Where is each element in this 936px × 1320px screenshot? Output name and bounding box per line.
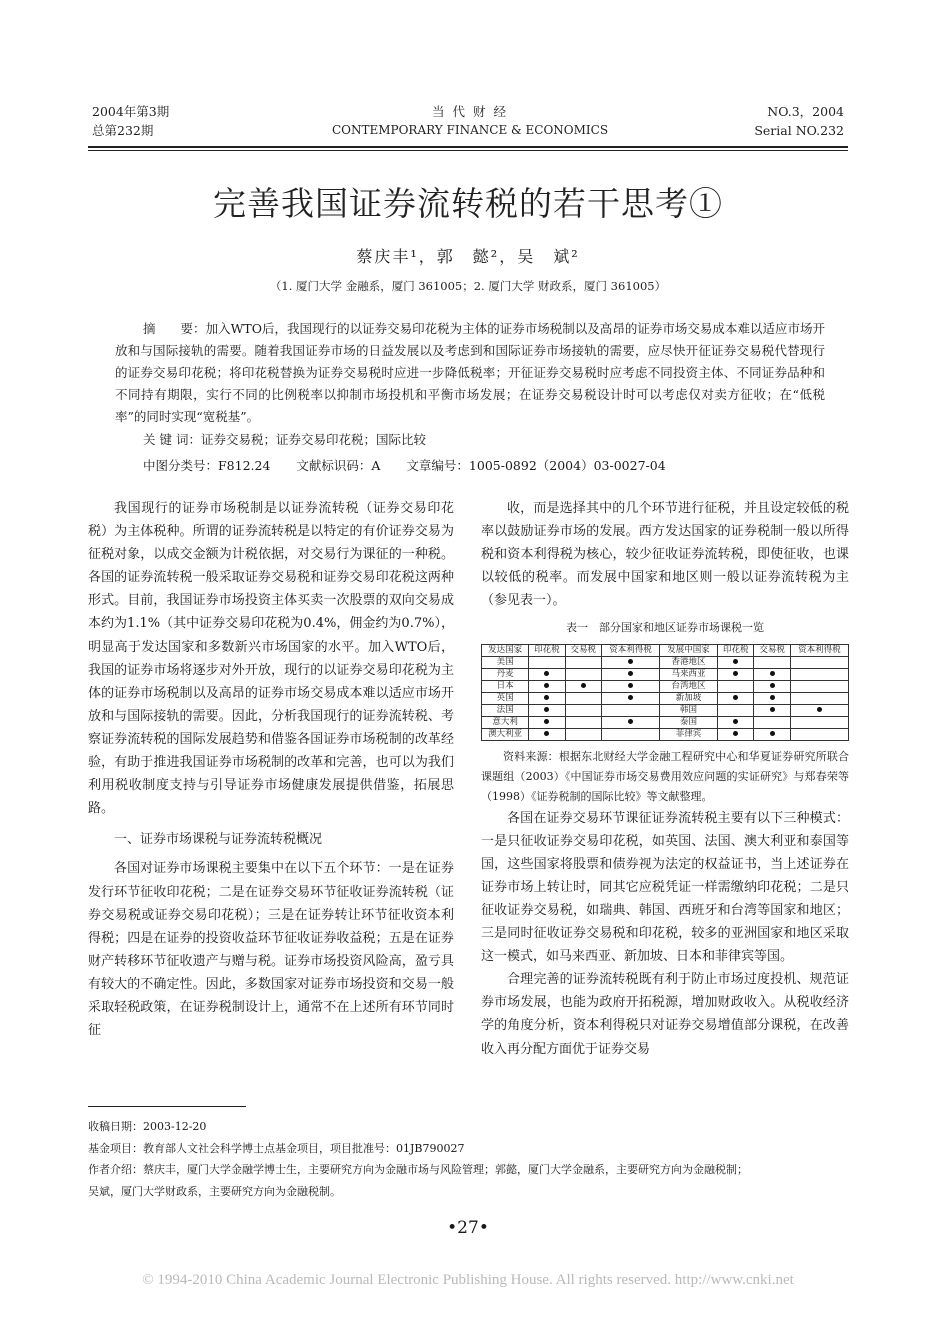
body-right-column xyxy=(481,497,849,1061)
table-cell-mark xyxy=(565,692,601,704)
table-body xyxy=(482,656,849,740)
table-header-cell: 交易税 xyxy=(565,644,601,656)
table-cell-mark xyxy=(718,656,754,668)
header-number-line1: NO.3，2004 xyxy=(767,104,844,119)
header-rule xyxy=(88,146,848,148)
bullet-mark-icon xyxy=(544,695,549,700)
header-rule-thin xyxy=(88,150,848,151)
table-header-cell: 发展中国家 xyxy=(660,644,718,656)
table-header-cell: 印花税 xyxy=(529,644,565,656)
table-row xyxy=(482,668,849,680)
table-cell-mark xyxy=(529,704,565,716)
doc-code: 文献标识码：A xyxy=(296,458,381,473)
bullet-mark-icon xyxy=(770,671,775,676)
section-heading: 一、证券市场课税与证券流转税概况 xyxy=(114,832,323,848)
table-cell-country: 香港地区 xyxy=(660,656,718,668)
table-cell-mark xyxy=(529,680,565,692)
header-journal xyxy=(300,102,640,140)
table-cell-mark xyxy=(790,728,848,740)
bullet-mark-icon xyxy=(628,695,633,700)
table-cell-mark xyxy=(790,668,848,680)
abstract xyxy=(115,318,825,428)
clc-number: 中图分类号：F812.24 xyxy=(143,458,271,473)
table-cell-mark xyxy=(529,656,565,668)
keywords: 关 键 词：证券交易税；证券交易印花税；国际比较 xyxy=(143,432,426,447)
table-cell-mark xyxy=(718,668,754,680)
table-header-row xyxy=(482,644,849,656)
footnotes xyxy=(88,1116,848,1202)
bullet-mark-icon xyxy=(544,683,549,688)
table-source-note: 资料来源：根据东北财经大学金融工程研究中心和华夏证券研究所联合课题组（2003）《中国证券市场交易费用效应问题的实证研究》与郑春荣等（1998）《证券税制的国际比较》等文献整理。 xyxy=(481,749,849,803)
bullet-mark-icon xyxy=(628,659,633,664)
bullet-mark-icon xyxy=(770,695,775,700)
table-row xyxy=(482,728,849,740)
body-left-column xyxy=(88,497,454,1042)
table-row xyxy=(482,692,849,704)
bullet-mark-icon xyxy=(544,671,549,676)
table-cell-country: 韩国 xyxy=(660,704,718,716)
header-number-line2: Serial NO.232 xyxy=(754,123,844,138)
classification xyxy=(143,456,688,474)
table-cell-mark xyxy=(718,704,754,716)
table-cell-mark xyxy=(565,728,601,740)
bullet-mark-icon xyxy=(733,719,738,724)
table-cell-mark xyxy=(565,656,601,668)
bullet-mark-icon xyxy=(581,683,586,688)
body-paragraph: 我国现行的证券市场税制是以证券流转税（证券交易印花税）为主体税种。所谓的证券流转税是以特定的有价证券交易为征税对象，以成交金额为计税依据，对交易行为课征的一种税。各国的证券流转税一般采取证券交易税和证券交易印花税这两种形式。目前，我国证券市场投资主体买卖一次股票的双向交易成本约为1.1%（其中证券交易印花税为0.4%，佣金约为0.7%），明显高于发达国家和多数新兴市场国家的水平。加入WTO后，我国的证券市场将逐步对外开放，现行的以证券交易印花税为主体的证券市场税制以及高昂的证券市场交易成本难以适应市场开放和与国际接轨的需要。因此，分析我国现行的证券流转税、考察证券流转税的国际发展趋势和借鉴各国证券市场税制的改革经验，有助于推进我国证券市场税制的改革和完善，也可以为我们利用税收制度支持与引导证券市场健康发展提供借鉴，拓展思路。 xyxy=(88,501,454,817)
table-header-cell: 交易税 xyxy=(754,644,790,656)
table-cell-mark xyxy=(601,728,659,740)
table-cell-country: 泰国 xyxy=(660,716,718,728)
article-number: 文章编号：1005-0892（2004）03-0027-04 xyxy=(406,458,666,473)
table-cell-mark xyxy=(529,716,565,728)
header-issue-line1: 2004年第3期 xyxy=(92,104,170,119)
table-cell-mark xyxy=(718,728,754,740)
header-number xyxy=(754,102,844,140)
table-cell-country: 丹麦 xyxy=(482,668,529,680)
table-cell-mark xyxy=(565,680,601,692)
table-cell-mark xyxy=(754,728,790,740)
table-cell-mark xyxy=(601,668,659,680)
footnote-authors: 作者介绍：蔡庆丰，厦门大学金融学博士生，主要研究方向为金融市场与风险管理；郭懿，厦门大学金融系，主要研究方向为金融税制； xyxy=(88,1163,748,1176)
table-cell-mark xyxy=(754,704,790,716)
table-header-cell: 印花税 xyxy=(718,644,754,656)
table-cell-mark xyxy=(565,668,601,680)
copyright-watermark: © 1994-2010 China Academic Journal Electronic Publishing House. All rights reserved. http://www.cnki.net xyxy=(142,1272,794,1288)
body-paragraph: 各国在证券交易环节课征证券流转税主要有以下三种模式：一是只征收证券交易印花税，如英国、法国、澳大利亚和泰国等国，这些国家将股票和债券视为法定的权益证书，当上述证券在证券市场上转让时，同其它应税凭证一样需缴纳印花税；二是只征收证券交易税，如瑞典、韩国、西班牙和台湾等国家和地区；三是同时征收证券交易税和印花税，较多的亚洲国家和地区采取这一模式，如马来西亚、新加坡、日本和菲律宾等国。 xyxy=(481,810,849,965)
article-affiliation: （1. 厦门大学 金融系，厦门 361005；2. 厦门大学 财政系，厦门 361005） xyxy=(269,279,667,293)
table-cell-mark xyxy=(754,716,790,728)
table-cell-country: 法国 xyxy=(482,704,529,716)
footnote-authors-cont: 吴斌，厦门大学财政系，主要研究方向为金融税制。 xyxy=(88,1184,341,1198)
body-paragraph: 各国对证券市场课税主要集中在以下五个环节：一是在证券发行环节征收印花税；二是在证券交易环节征收证券流转税（证券交易税或证券交易印花税）；三是在证券转让环节征收资本利得税；四是在证券的投资收益环节征收证券收益税；五是在证券财产转移环节征收遗产与赠与税。证券市场投资风险高，盈亏具有较大的不确定性。因此，多数国家对证券市场投资和交易一般采取轻税政策，在证券税制设计上，通常不在上述所有环节同时征 xyxy=(88,861,454,1039)
header-issue xyxy=(92,102,169,140)
header-issue-line2: 总第232期 xyxy=(92,123,154,138)
table-row xyxy=(482,716,849,728)
table-header-cell: 资本利得税 xyxy=(601,644,659,656)
table-cell-mark xyxy=(718,692,754,704)
body-paragraph: 收，而是选择其中的几个环节进行征税，并且设定较低的税率以鼓励证券市场的发展。西方发达国家的证券税制一般以所得税和资本利得税为核心，较少征收证券流转税，即使征收，也课以较低的税率。而发展中国家和地区则一般以证券流转税为主（参见表一）。 xyxy=(481,501,849,609)
table-cell-mark xyxy=(601,656,659,668)
bullet-mark-icon xyxy=(733,731,738,736)
bullet-mark-icon xyxy=(628,671,633,676)
table-cell-mark xyxy=(529,728,565,740)
table-cell-country: 台湾地区 xyxy=(660,680,718,692)
table-cell-mark xyxy=(529,692,565,704)
table-row xyxy=(482,704,849,716)
table-cell-mark xyxy=(565,704,601,716)
table-cell-country: 菲律宾 xyxy=(660,728,718,740)
bullet-mark-icon xyxy=(770,707,775,712)
table-cell-mark xyxy=(718,716,754,728)
table-cell-mark xyxy=(601,692,659,704)
footnote-rule xyxy=(88,1106,246,1107)
footnote-received: 收稿日期：2003-12-20 xyxy=(88,1120,207,1133)
table-cell-mark xyxy=(790,716,848,728)
table-cell-mark xyxy=(601,680,659,692)
bullet-mark-icon xyxy=(733,695,738,700)
table-cell-country: 美国 xyxy=(482,656,529,668)
bullet-mark-icon xyxy=(544,707,549,712)
table-title: 表一 部分国家和地区证券市场课税一览 xyxy=(566,621,764,635)
table-header-cell: 发达国家 xyxy=(482,644,529,656)
table-row xyxy=(482,680,849,692)
bullet-mark-icon xyxy=(628,683,633,688)
table-row xyxy=(482,656,849,668)
footnote-fund: 基金项目：教育部人文社会科学博士点基金项目，项目批准号：01JB790027 xyxy=(88,1141,465,1155)
abstract-label: 摘 要： xyxy=(143,321,206,336)
bullet-mark-icon xyxy=(544,719,549,724)
table-cell-mark xyxy=(790,680,848,692)
table-cell-mark xyxy=(718,680,754,692)
table-cell-country: 英国 xyxy=(482,692,529,704)
abstract-text: 加入WTO后，我国现行的以证券交易印花税为主体的证券市场税制以及高昂的证券市场交易成本难以适应市场开放和与国际接轨的需要。随着我国证券市场的日益发展以及考虑到和国际证券市场接轨的需要，应尽快开征证券交易税代替现行的证券交易印花税；将印花税替换为证券交易税时应进一步降低税率；开征证券交易税时应考虑不同投资主体、不同证券品种和不同持有期限，实行不同的比例税率以抑制市场投机和平衡市场发展；在证券交易税设计时可以考虑仅对卖方征收；在“低税率”的同时实现“宽税基”。 xyxy=(115,321,825,424)
table-cell-country: 马来西亚 xyxy=(660,668,718,680)
bullet-mark-icon xyxy=(733,671,738,676)
table-cell-mark xyxy=(754,656,790,668)
table-cell-country: 澳大利亚 xyxy=(482,728,529,740)
bullet-mark-icon xyxy=(770,731,775,736)
table-cell-mark xyxy=(790,704,848,716)
table-cell-mark xyxy=(790,656,848,668)
page-number: •27• xyxy=(447,1218,489,1238)
table-cell-mark xyxy=(754,668,790,680)
table-cell-country: 日本 xyxy=(482,680,529,692)
table-cell-mark xyxy=(754,680,790,692)
body-paragraph: 合理完善的证券流转税既有利于防止市场过度投机、规范证券市场发展，也能为政府开拓税源，增加财政收入。从税收经济学的角度分析，资本利得税只对证券交易增值部分课税，在改善收入再分配方面优于证券交易 xyxy=(481,972,849,1057)
bullet-mark-icon xyxy=(733,659,738,664)
table-cell-country: 新加坡 xyxy=(660,692,718,704)
table-cell-mark xyxy=(601,704,659,716)
table-cell-mark xyxy=(565,716,601,728)
header-journal-en: CONTEMPORARY FINANCE & ECONOMICS xyxy=(331,123,609,137)
bullet-mark-icon xyxy=(628,719,633,724)
table-cell-mark xyxy=(601,716,659,728)
header-journal-cn: 当 代 财 经 xyxy=(432,104,508,119)
article-authors: 蔡庆丰¹，郭 懿²，吴 斌² xyxy=(356,247,580,266)
article-title: 完善我国证券流转税的若干思考① xyxy=(213,184,723,223)
table-cell-mark xyxy=(790,692,848,704)
bullet-mark-icon xyxy=(770,683,775,688)
table-cell-mark xyxy=(754,692,790,704)
table-cell-country: 意大利 xyxy=(482,716,529,728)
table-cell-mark xyxy=(529,668,565,680)
table-header-cell: 资本利得税 xyxy=(790,644,848,656)
tax-table xyxy=(481,644,849,741)
bullet-mark-icon xyxy=(544,731,549,736)
bullet-mark-icon xyxy=(817,707,822,712)
